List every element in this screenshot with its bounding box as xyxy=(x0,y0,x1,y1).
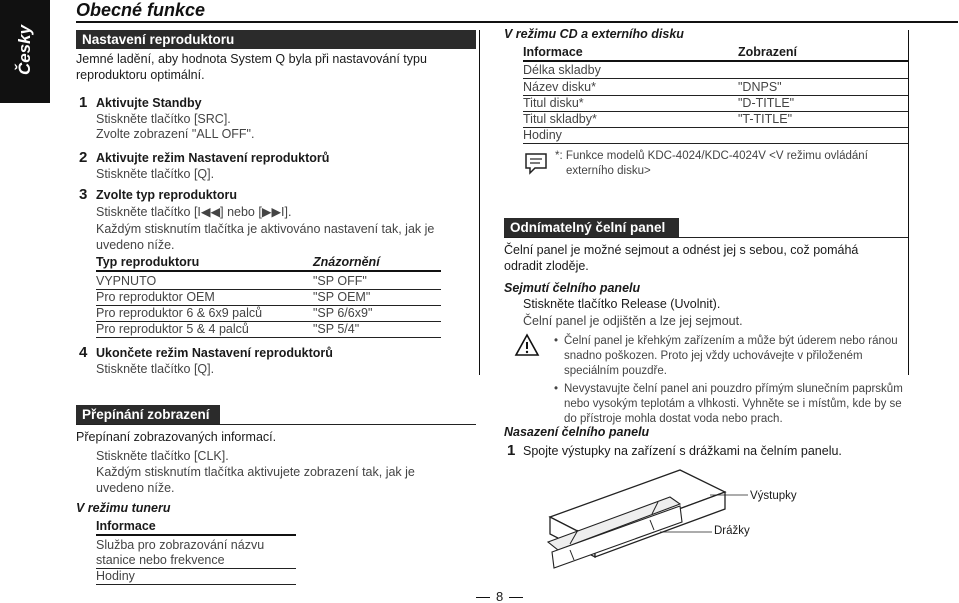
step-line: Stiskněte tlačítko [SRC]. xyxy=(96,112,231,126)
warning-list xyxy=(554,334,903,427)
step-number: 2 xyxy=(79,149,88,166)
step-line: Stiskněte tlačítko [Q]. xyxy=(96,167,215,181)
attach-heading: Nasazení čelního panelu xyxy=(504,425,650,439)
step-number: 4 xyxy=(79,344,88,361)
section-rule xyxy=(76,424,476,425)
display-intro: Přepínaní zobrazovaných informací. xyxy=(76,430,277,444)
column-rule xyxy=(479,30,480,375)
speaker-intro-1: Jemné ladění, aby hodnota System Q byla při nastavování typu xyxy=(76,52,427,66)
table-cell: "SP 5/4" xyxy=(313,322,360,336)
note-line: *: Funkce modelů KDC-4024/KDC-4024V <V režimu ovládání xyxy=(555,150,868,162)
warning-icon xyxy=(514,333,540,357)
faceplate-intro: odradit zloděje. xyxy=(504,259,589,273)
table-cell: Délka skladby xyxy=(523,63,601,77)
table-cell: Hodiny xyxy=(96,569,135,583)
table-cell: "SP OFF" xyxy=(313,274,367,288)
table-row-rule xyxy=(523,127,908,128)
table-cell: "SP 6/6x9" xyxy=(313,306,373,320)
removal-line: Stiskněte tlačítko Release (Uvolnit). xyxy=(523,297,721,311)
section-bar-display: Přepínání zobrazení xyxy=(76,405,220,424)
table-header-display: Znázornění xyxy=(313,255,380,269)
step-number: 1 xyxy=(79,94,88,111)
table-row-rule xyxy=(523,143,908,144)
step-line: uvedeno níže. xyxy=(96,238,175,252)
step-line: Zvolte zobrazení "ALL OFF". xyxy=(96,127,255,141)
page-title: Obecné funkce xyxy=(76,0,206,20)
tuner-table-header: Informace xyxy=(96,519,156,533)
table-cell: VYPNUTO xyxy=(96,274,157,288)
table-cell: stanice nebo frekvence xyxy=(96,553,225,567)
step-line: Stiskněte tlačítko [Q]. xyxy=(96,362,215,376)
removal-line: Čelní panel je odjištěn a lze jej sejmout. xyxy=(523,314,743,328)
faceplate-intro: Čelní panel je možné sejmout a odnést jej s sebou, což pomáhá xyxy=(504,243,859,257)
step-title: Aktivujte režim Nastavení reproduktorů xyxy=(96,151,330,165)
display-line: uvedeno níže. xyxy=(96,481,175,495)
display-line: Každým stisknutím tlačítka aktivujete zobrazení tak, jak je xyxy=(96,465,415,479)
table-header-rule xyxy=(523,60,908,62)
step-line: Stiskněte tlačítko [I◀◀] nebo [▶▶I]. xyxy=(96,205,292,219)
step-title: Aktivujte Standby xyxy=(96,96,202,110)
table-cell: Hodiny xyxy=(523,128,562,142)
table-cell: Služba pro zobrazování názvu xyxy=(96,538,265,552)
step-number: 3 xyxy=(79,186,88,203)
note-line: externího disku> xyxy=(566,165,651,177)
warning-item: • Čelní panel je křehkým zařízením a může být úderem nebo ránou snadno poškozen. Proto jej vždy uchovávejte v přiloženém speciálním pouzdře. xyxy=(554,334,903,379)
cd-table-header-display: Zobrazení xyxy=(738,45,798,59)
column-rule xyxy=(908,30,909,375)
step-title: Ukončete režim Nastavení reproduktorů xyxy=(96,346,333,360)
table-cell: Pro reproduktor OEM xyxy=(96,290,215,304)
step-line: Každým stisknutím tlačítka je aktivováno nastavení tak, jak je xyxy=(96,222,435,236)
table-row-rule xyxy=(523,78,908,79)
attach-step-text: Spojte výstupky na zařízení s drážkami na čelním panelu. xyxy=(523,444,842,458)
table-row-rule xyxy=(96,337,441,338)
section-bar-speaker: Nastavení reproduktoru xyxy=(76,30,476,49)
cd-table-header-info: Informace xyxy=(523,45,583,59)
table-cell: Název disku* xyxy=(523,80,596,94)
table-cell: "SP OEM" xyxy=(313,290,371,304)
language-tab xyxy=(0,0,50,103)
removal-heading: Sejmutí čelního panelu xyxy=(504,281,641,295)
note-icon xyxy=(523,150,549,176)
page-number: 8 xyxy=(470,589,529,603)
table-cell: "DNPS" xyxy=(738,80,782,94)
table-cell: Titul skladby* xyxy=(523,112,597,126)
label-protrusions: Výstupky xyxy=(750,490,797,502)
section-bar-faceplate: Odnímatelný čelní panel xyxy=(504,218,679,237)
table-row-rule xyxy=(96,584,296,585)
tuner-heading: V režimu tuneru xyxy=(76,501,171,515)
label-grooves: Drážky xyxy=(714,525,750,537)
table-header-rule xyxy=(96,270,441,272)
step-title: Zvolte typ reproduktoru xyxy=(96,188,237,202)
warning-item: • Nevystavujte čelní panel ani pouzdro přímým slunečním paprskům nebo vysokým teplotám a vlhkosti. Vyhněte se i místům, kde by se do přístroje mohla dostat voda nebo prach. xyxy=(554,382,903,427)
table-header-type: Typ reproduktoru xyxy=(96,255,200,269)
heading-rule xyxy=(76,21,958,23)
display-line: Stiskněte tlačítko [CLK]. xyxy=(96,449,229,463)
section-rule xyxy=(504,237,908,238)
cd-heading: V režimu CD a externího disku xyxy=(504,27,684,41)
step-number: 1 xyxy=(507,442,516,459)
table-cell: Pro reproduktor 5 & 4 palců xyxy=(96,322,249,336)
table-cell: "T-TITLE" xyxy=(738,112,793,126)
speaker-intro-2: reproduktoru optimální. xyxy=(76,68,205,82)
table-cell: Pro reproduktor 6 & 6x9 palců xyxy=(96,306,263,320)
language-label: Česky xyxy=(15,24,34,76)
table-cell: Titul disku* xyxy=(523,96,584,110)
table-cell: "D-TITLE" xyxy=(738,96,795,110)
table-header-rule xyxy=(96,534,296,536)
